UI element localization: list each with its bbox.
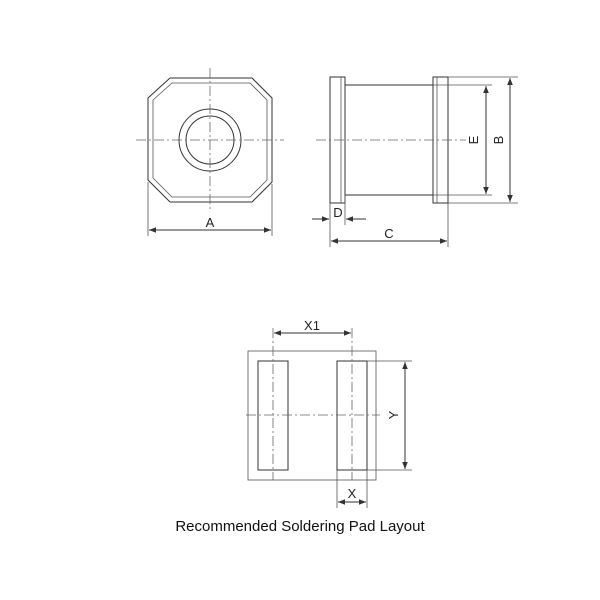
top-view	[136, 68, 284, 236]
dimension-b-label: B	[491, 135, 506, 145]
footprint-outline	[248, 351, 376, 480]
dimension-x-label: X	[347, 486, 357, 501]
dimension-x1-label: X1	[304, 318, 320, 333]
dimension-y-label: Y	[386, 410, 401, 420]
pad-layout-caption: Recommended Soldering Pad Layout	[175, 518, 425, 535]
pad-layout	[246, 318, 412, 508]
dimension-d-label: D	[333, 205, 343, 220]
dimension-c-label: C	[384, 226, 394, 241]
dimension-e-label: E	[466, 135, 481, 145]
dimension-a-label: A	[205, 215, 215, 230]
side-view	[312, 77, 518, 247]
